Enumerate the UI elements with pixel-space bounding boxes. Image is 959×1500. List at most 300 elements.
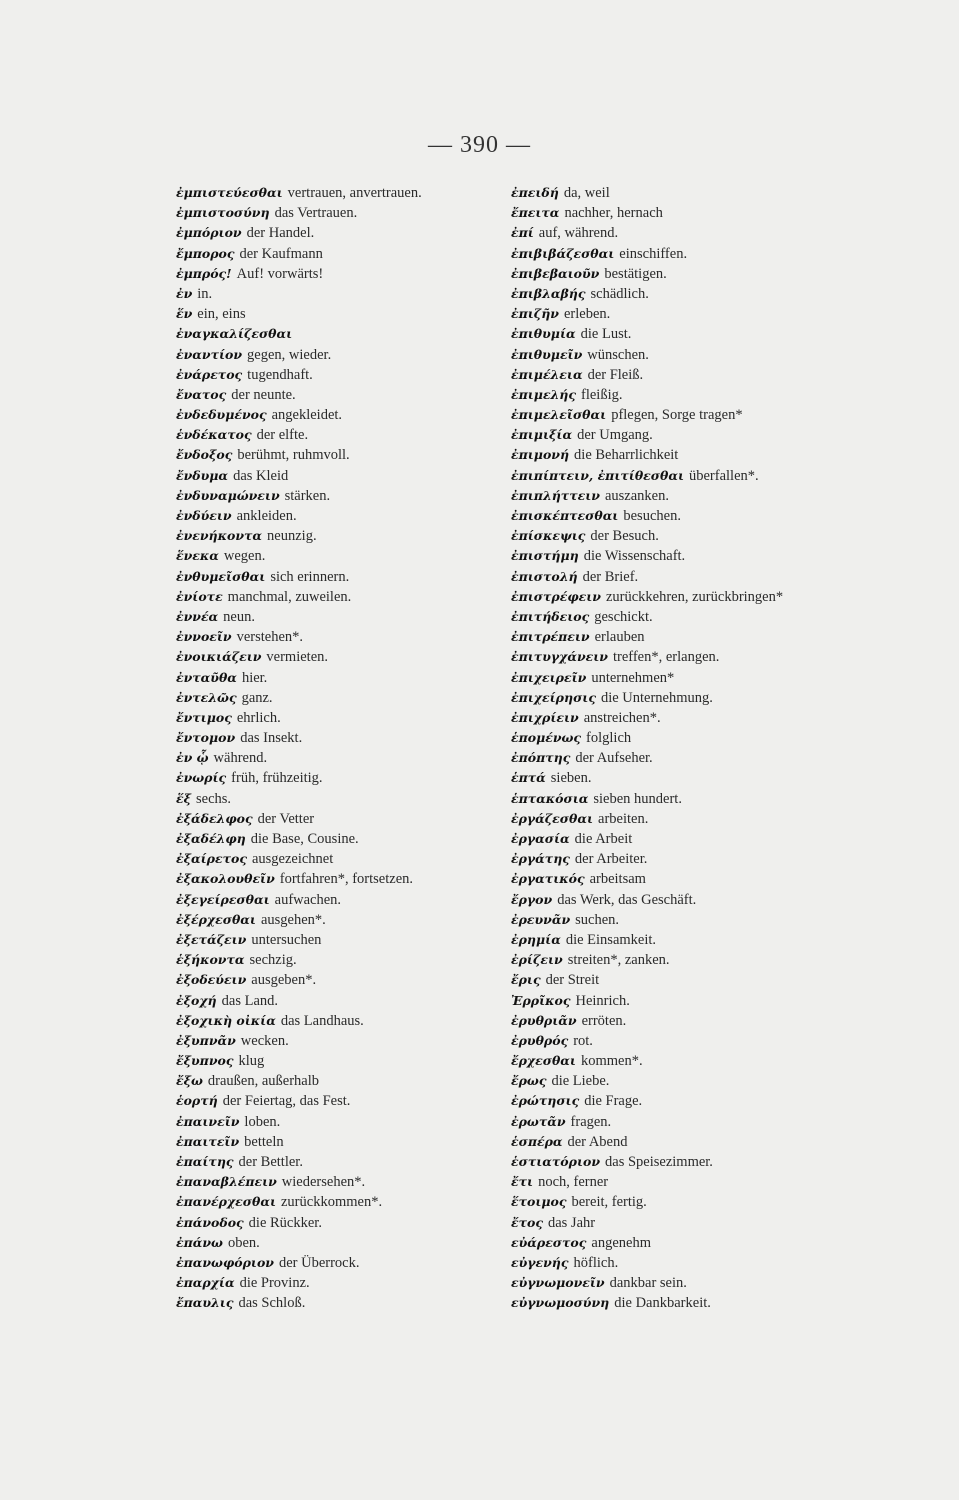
dictionary-entry: [176, 1213, 506, 1233]
left-column: [176, 183, 506, 1314]
german-translation: neun.: [223, 608, 255, 625]
german-translation: ausgehen*.: [260, 911, 326, 928]
greek-term: ἐν ᾧ: [176, 750, 209, 766]
dictionary-entry: [176, 668, 506, 688]
greek-term: ἐξοχικὴ οἰκία: [176, 1012, 276, 1028]
greek-term: ἐμπιστεύεσθαι: [176, 185, 283, 200]
dictionary-entry: [511, 829, 811, 849]
german-translation: neunzig.: [267, 528, 317, 545]
greek-term: ἐξακολουθεῖν: [176, 871, 275, 887]
dictionary-entry: [511, 869, 811, 889]
dictionary-entry: [511, 183, 811, 203]
german-translation: hier.: [241, 669, 268, 686]
greek-term: ἐξέρχεσθαι: [176, 911, 256, 927]
dictionary-entry: [511, 809, 811, 829]
dictionary-entry: [511, 1011, 811, 1031]
dictionary-entry: [511, 546, 811, 566]
german-translation: unternehmen*: [591, 669, 675, 686]
german-translation: auszanken.: [604, 487, 669, 504]
dictionary-entry: [511, 950, 811, 970]
greek-term: ἔξυπνος: [176, 1053, 234, 1069]
dictionary-entry: [176, 748, 506, 768]
dictionary-entry: [176, 1031, 506, 1051]
dictionary-entry: [511, 1172, 811, 1192]
german-translation: berühmt, ruhmvoll.: [237, 447, 350, 464]
german-translation: während.: [213, 750, 268, 767]
german-translation: das Landhaus.: [280, 1012, 364, 1029]
greek-term: ἐνδεδυμένος: [176, 407, 267, 423]
german-translation: die Rückker.: [248, 1214, 322, 1231]
dictionary-entry: [511, 203, 811, 223]
german-translation: der Streit: [545, 972, 600, 989]
greek-term: ἔξω: [176, 1073, 203, 1089]
german-translation: die Liebe.: [551, 1073, 610, 1090]
german-translation: die Beharrlichkeit: [574, 447, 679, 464]
greek-term: ἑπομένως: [511, 730, 582, 746]
german-translation: vertrauen, anvertrauen.: [287, 185, 422, 201]
german-translation: wiedersehen*.: [281, 1174, 366, 1191]
german-translation: folglich: [586, 730, 632, 747]
greek-term: ἐπιμέλεια: [511, 366, 583, 382]
greek-term: ἐντελῶς: [176, 689, 237, 705]
dictionary-entry: [511, 345, 811, 365]
german-translation: die Unternehmung.: [600, 689, 713, 706]
greek-term: ἑπτά: [511, 770, 546, 786]
dictionary-entry: [511, 708, 811, 728]
greek-term: ἔπαυλις: [176, 1295, 234, 1311]
dictionary-entry: [511, 668, 811, 688]
greek-term: ἔρχεσθαι: [511, 1053, 576, 1069]
greek-term: ἕνεκα: [176, 548, 219, 564]
german-translation: da, weil: [563, 185, 610, 201]
german-translation: der Umgang.: [577, 427, 653, 444]
greek-term: ἐργάτης: [511, 851, 570, 867]
greek-term: ἐπάνοδος: [176, 1214, 244, 1230]
greek-term: ἐξυπνᾶν: [176, 1032, 236, 1048]
german-translation: das Land.: [221, 992, 279, 1009]
dictionary-entry: [511, 244, 811, 264]
greek-term: ἔντιμος: [176, 709, 232, 725]
dictionary-entry: [176, 304, 506, 324]
german-translation: der Feiertag, das Fest.: [222, 1093, 351, 1110]
dictionary-entry: [176, 203, 506, 223]
german-translation: ehrlich.: [236, 709, 281, 726]
dictionary-entry: [511, 324, 811, 344]
greek-term: ἐννοεῖν: [176, 629, 232, 645]
german-translation: tugendhaft.: [247, 366, 313, 383]
greek-term: ἔπειτα: [511, 205, 560, 221]
dictionary-entry: [511, 466, 811, 486]
greek-term: ἔμπορος: [176, 245, 235, 261]
greek-term: ἐργατικός: [511, 871, 585, 887]
greek-term: ἐπάνω: [176, 1234, 223, 1250]
greek-term: ἐπίσκεψις: [511, 528, 586, 544]
dictionary-entry: [176, 789, 506, 809]
greek-term: ἐπιτυγχάνειν: [511, 649, 608, 665]
greek-term: ἐπιβιβάζεσθαι: [511, 245, 615, 261]
dictionary-entry: [511, 587, 811, 607]
dictionary-entry: [511, 486, 811, 506]
greek-term: ἑστιατόριον: [511, 1154, 601, 1169]
german-translation: pflegen, Sorge tragen*: [611, 407, 743, 424]
greek-term: ἐπιτήδειος: [511, 608, 590, 624]
greek-term: ἐξετάζειν: [176, 931, 247, 947]
dictionary-entry: [511, 526, 811, 546]
greek-term: ἐναγκαλίζεσθαι: [176, 326, 293, 342]
dictionary-entry: [511, 1273, 811, 1293]
dictionary-entry: [511, 1112, 811, 1132]
greek-term: ἔνατος: [176, 386, 227, 402]
german-translation: die Wissenschaft.: [583, 548, 686, 565]
german-translation: die Provinz.: [239, 1275, 310, 1292]
greek-term: ἔτος: [511, 1214, 543, 1230]
german-translation: ausgezeichnet: [251, 851, 334, 868]
german-translation: auf, während.: [538, 225, 619, 242]
dictionary-entry: [176, 970, 506, 990]
greek-term: εὐγνωμονεῖν: [511, 1275, 605, 1291]
dictionary-entry: [511, 1192, 811, 1212]
dictionary-entry: [176, 1011, 506, 1031]
dictionary-entry: [176, 849, 506, 869]
greek-term: ἐρίζειν: [511, 952, 563, 968]
german-translation: die Frage.: [584, 1093, 643, 1110]
german-translation: fragen.: [570, 1113, 612, 1130]
german-translation: der elfte.: [256, 427, 309, 444]
german-translation: sieben hundert.: [593, 790, 682, 807]
german-translation: angekleidet.: [271, 407, 343, 424]
dictionary-entry: [176, 1293, 506, 1313]
greek-term: ἕξ: [176, 790, 192, 806]
dictionary-entry: [176, 1192, 506, 1212]
dictionary-entry: [176, 1132, 506, 1152]
greek-term: ἐπιθυμία: [511, 326, 576, 342]
dictionary-entry: [511, 1091, 811, 1111]
german-translation: das Kleid: [233, 467, 289, 484]
german-translation: zurückkehren, zurückbringen*: [605, 588, 784, 605]
dictionary-entry: [176, 688, 506, 708]
greek-term: ἐργασία: [511, 831, 570, 846]
greek-term: ἕτοιμος: [511, 1194, 567, 1210]
german-translation: arbeiten.: [598, 810, 649, 827]
greek-term: ἐπισκέπτεσθαι: [511, 508, 619, 523]
dictionary-entry: [511, 627, 811, 647]
greek-term: ἕν: [176, 306, 193, 322]
german-translation: nachher, hernach: [564, 205, 663, 222]
dictionary-entry: [176, 890, 506, 910]
greek-term: εὐγνωμοσύνη: [511, 1295, 610, 1311]
page-number: — 390 —: [428, 132, 531, 158]
german-translation: das Schloß.: [238, 1295, 306, 1312]
dictionary-entry: [511, 1233, 811, 1253]
greek-term: ἑνδέκατος: [176, 427, 252, 443]
german-translation: der Fleiß.: [587, 366, 644, 383]
german-translation: gegen, wieder.: [247, 346, 332, 363]
german-translation: draußen, außerhalb: [207, 1073, 320, 1090]
dictionary-entry: [511, 970, 811, 990]
dictionary-entry: [511, 506, 811, 526]
dictionary-entry: [176, 1091, 506, 1111]
german-translation: erleben.: [563, 306, 611, 323]
german-translation: der Aufseher.: [575, 750, 653, 767]
greek-term: ἐρωτᾶν: [511, 1113, 566, 1129]
greek-term: ἐπιχρίειν: [511, 709, 579, 725]
dictionary-entry: [176, 264, 506, 284]
dictionary-entry: [511, 284, 811, 304]
greek-term: ἐμπιστοσύνη: [176, 205, 270, 221]
dictionary-entry: [511, 365, 811, 385]
dictionary-entry: [176, 607, 506, 627]
greek-term: ἔργον: [511, 891, 553, 907]
greek-term: ἐπιμονή: [511, 447, 570, 463]
german-translation: früh, frühzeitig.: [231, 770, 323, 787]
german-translation: sich erinnern.: [270, 568, 350, 585]
dictionary-entry: [176, 425, 506, 445]
greek-term: ἐπιχείρησις: [511, 689, 596, 705]
greek-term: ἐπιβεβαιοῦν: [511, 265, 600, 281]
german-translation: aufwachen.: [274, 891, 342, 908]
german-translation: arbeitsam: [589, 871, 646, 888]
dictionary-entry: [176, 506, 506, 526]
greek-term: ἐπιπλήττειν: [511, 487, 600, 503]
german-translation: der Abend: [567, 1133, 628, 1150]
german-translation: wecken.: [240, 1032, 289, 1049]
greek-term: ἐξαδέλφη: [176, 831, 246, 846]
dictionary-entry: [511, 405, 811, 425]
dictionary-entry: [176, 1273, 506, 1293]
german-translation: ausgeben*.: [251, 972, 317, 989]
german-translation: manchmal, zuweilen.: [227, 588, 352, 605]
dictionary-entry: [511, 849, 811, 869]
dictionary-entry: [511, 385, 811, 405]
german-translation: das Insekt.: [240, 730, 303, 747]
dictionary-entry: [176, 183, 506, 203]
greek-term: ἐπανωφόριον: [176, 1254, 274, 1270]
dictionary-entry: [511, 1213, 811, 1233]
greek-term: ἐνάρετος: [176, 366, 243, 382]
dictionary-entry: [176, 1233, 506, 1253]
dictionary-entry: [511, 1132, 811, 1152]
greek-term: Ἐρρῖκος: [511, 992, 571, 1008]
greek-term: ἐρυθρός: [511, 1032, 569, 1048]
german-translation: ein, eins: [197, 306, 246, 323]
greek-term: ἐπιμιξία: [511, 427, 573, 443]
dictionary-entry: [511, 1051, 811, 1071]
greek-term: ἐπιμελής: [511, 386, 577, 402]
dictionary-entry: [176, 284, 506, 304]
german-translation: der Vetter: [257, 810, 315, 827]
german-translation: betteln: [244, 1133, 284, 1150]
dictionary-entry: [176, 1112, 506, 1132]
greek-term: ἐπιπίπτειν, ἐπιτίθεσθαι: [511, 467, 684, 483]
dictionary-entry: [511, 991, 811, 1011]
dictionary-entry: [511, 930, 811, 950]
dictionary-entry: [176, 486, 506, 506]
greek-term: ἐπανέρχεσθαι: [176, 1194, 276, 1210]
german-translation: zurückkommen*.: [281, 1194, 383, 1211]
german-translation: fleißig.: [581, 386, 623, 403]
german-translation: erlauben: [594, 629, 645, 646]
german-translation: wegen.: [223, 548, 266, 565]
german-translation: noch, ferner: [538, 1174, 609, 1191]
greek-term: ἔτι: [511, 1174, 534, 1190]
greek-term: ἔντομον: [176, 730, 236, 746]
dictionary-entry: [176, 1172, 506, 1192]
greek-term: ἐπιτρέπειν: [511, 629, 590, 645]
greek-term: ἐξεγείρεσθαι: [176, 891, 270, 907]
greek-term: ἐμπόριον: [176, 225, 242, 241]
german-translation: vermieten.: [266, 649, 329, 666]
dictionary-entry: [511, 425, 811, 445]
greek-term: ἑορτή: [176, 1093, 218, 1109]
german-translation: das Speisezimmer.: [605, 1154, 713, 1170]
greek-term: ἐνενήκοντα: [176, 528, 263, 544]
greek-term: ἔρως: [511, 1073, 547, 1089]
german-translation: überfallen*.: [689, 467, 759, 484]
german-translation: der Bettler.: [238, 1154, 303, 1170]
right-column: [511, 183, 811, 1314]
greek-term: ἐπιζῆν: [511, 306, 559, 322]
german-translation: stärken.: [284, 487, 331, 504]
greek-term: ἐνδύειν: [176, 508, 232, 523]
dictionary-entry: [176, 466, 506, 486]
greek-term: ἐρημία: [511, 931, 561, 947]
dictionary-entry: [176, 526, 506, 546]
german-translation: fortfahren*, fortsetzen.: [279, 871, 414, 888]
dictionary-entry: [176, 930, 506, 950]
german-translation: der Besuch.: [590, 528, 659, 545]
german-translation: suchen.: [575, 911, 620, 928]
dictionary-entry: [511, 647, 811, 667]
german-translation: ganz.: [241, 689, 273, 706]
dictionary-entry: [176, 324, 506, 344]
german-translation: die Base, Cousine.: [250, 831, 359, 847]
greek-term: ἐπί: [511, 225, 534, 241]
greek-term: ἐρευνᾶν: [511, 911, 571, 927]
dictionary-entry: [511, 1071, 811, 1091]
german-translation: ankleiden.: [236, 508, 297, 524]
greek-term: εὐγενής: [511, 1254, 569, 1270]
german-translation: einschiffen.: [619, 245, 688, 262]
dictionary-entry: [511, 304, 811, 324]
greek-term: ἐργάζεσθαι: [511, 810, 594, 826]
german-translation: oben.: [227, 1234, 260, 1251]
greek-term: ἐπιστολή: [511, 568, 578, 584]
greek-term: εὐάρεστος: [511, 1234, 587, 1250]
dictionary-entry: [511, 688, 811, 708]
greek-term: ἐνταῦθα: [176, 669, 237, 685]
german-translation: die Arbeit: [574, 831, 633, 847]
dictionary-entry: [176, 708, 506, 728]
german-translation: treffen*, erlangen.: [612, 649, 720, 666]
greek-term: ἐρυθριᾶν: [511, 1012, 577, 1028]
german-translation: die Dankbarkeit.: [614, 1295, 711, 1312]
dictionary-entry: [511, 1152, 811, 1172]
dictionary-entry: [511, 223, 811, 243]
german-translation: angenehm: [591, 1234, 651, 1251]
greek-term: ἐνωρίς: [176, 770, 227, 786]
dictionary-entry: [511, 445, 811, 465]
greek-term: ἐνίοτε: [176, 588, 223, 604]
german-translation: dankbar sein.: [609, 1275, 687, 1292]
dictionary-entry: [176, 223, 506, 243]
german-translation: geschickt.: [594, 608, 653, 625]
greek-term: ἐνοικιάζειν: [176, 649, 262, 665]
dictionary-entry: [511, 748, 811, 768]
dictionary-entry: [511, 728, 811, 748]
german-translation: das Werk, das Geschäft.: [557, 891, 697, 908]
greek-term: ἐπαινεῖν: [176, 1113, 240, 1129]
dictionary-entry: [176, 1152, 506, 1172]
greek-term: ἑσπέρα: [511, 1133, 563, 1149]
german-translation: kommen*.: [580, 1053, 643, 1070]
dictionary-entry: [176, 768, 506, 788]
greek-term: ἐρώτησις: [511, 1093, 580, 1109]
dictionary-entry: [176, 244, 506, 264]
german-translation: der Überrock.: [278, 1254, 360, 1271]
greek-term: ἐμπρός!: [176, 265, 232, 281]
german-translation: Heinrich.: [575, 992, 630, 1009]
dictionary-entry: [511, 264, 811, 284]
dictionary-entry: [511, 890, 811, 910]
dictionary-entry: [176, 869, 506, 889]
dictionary-entry: [511, 1031, 811, 1051]
greek-term: ἐπόπτης: [511, 750, 571, 766]
greek-term: ἐξοδεύειν: [176, 972, 247, 988]
dictionary-entry: [176, 910, 506, 930]
german-translation: die Lust.: [580, 326, 632, 343]
dictionary-entry: [176, 950, 506, 970]
german-translation: der Kaufmann: [239, 245, 323, 262]
dictionary-entry: [176, 567, 506, 587]
german-translation: loben.: [244, 1113, 281, 1130]
greek-term: ἔνδοξος: [176, 447, 233, 463]
greek-term: ἐπαίτης: [176, 1154, 234, 1169]
german-translation: verstehen*.: [236, 629, 304, 646]
dictionary-entry: [176, 647, 506, 667]
dictionary-entry: [511, 567, 811, 587]
dictionary-entry: [511, 768, 811, 788]
greek-term: ἐπαναβλέπειν: [176, 1174, 277, 1190]
german-translation: bestätigen.: [604, 265, 667, 282]
dictionary-entry: [176, 991, 506, 1011]
german-translation: das Vertrauen.: [274, 205, 358, 222]
dictionary-entry: [176, 1253, 506, 1273]
greek-term: ἐναντίον: [176, 346, 243, 362]
dictionary-entry: [511, 607, 811, 627]
german-translation: sechzig.: [249, 952, 297, 969]
dictionary-entry: [176, 405, 506, 425]
greek-term: ἐνδυναμώνειν: [176, 487, 280, 503]
greek-term: ἐπιθυμεῖν: [511, 346, 583, 362]
dictionary-entry: [176, 445, 506, 465]
dictionary-entry: [511, 910, 811, 930]
german-translation: der Handel.: [246, 225, 315, 242]
dictionary-entry: [176, 829, 506, 849]
dictionary-entry: [176, 627, 506, 647]
greek-term: ἐξαίρετος: [176, 851, 247, 867]
german-translation: in.: [197, 285, 213, 302]
german-translation: der Brief.: [582, 568, 639, 585]
german-translation: schädlich.: [590, 285, 649, 302]
german-translation: untersuchen: [251, 931, 322, 948]
greek-term: ἐπιστήμη: [511, 548, 579, 564]
german-translation: anstreichen*.: [583, 709, 661, 726]
greek-term: ἐξοχή: [176, 992, 217, 1008]
dictionary-entry: [176, 587, 506, 607]
german-translation: sieben.: [550, 770, 592, 787]
greek-term: ἐπειδή: [511, 185, 559, 200]
greek-term: ἑξήκοντα: [176, 952, 245, 968]
